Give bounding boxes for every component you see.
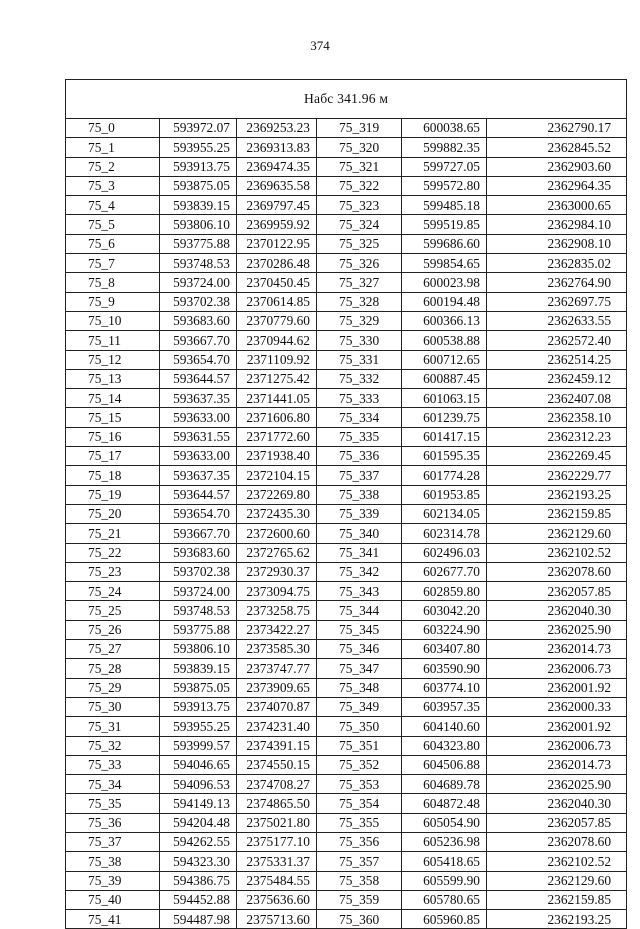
y-coordinate-cell: 2362269.45: [487, 447, 627, 466]
point-id-cell: 75_3: [66, 176, 160, 195]
point-id-cell: 75_14: [66, 389, 160, 408]
x-coordinate-cell: 593955.25: [160, 717, 237, 736]
x-coordinate-cell: 594046.65: [160, 755, 237, 774]
point-id-cell: 75_343: [317, 582, 402, 601]
x-coordinate-cell: 600038.65: [402, 119, 487, 138]
x-coordinate-cell: 593875.05: [160, 678, 237, 697]
point-id-cell: 75_38: [66, 852, 160, 871]
y-coordinate-cell: 2370450.45: [237, 273, 317, 292]
y-coordinate-cell: 2369253.23: [237, 119, 317, 138]
y-coordinate-cell: 2362078.60: [487, 832, 627, 851]
y-coordinate-cell: 2362903.60: [487, 157, 627, 176]
point-id-cell: 75_355: [317, 813, 402, 832]
x-coordinate-cell: 593724.00: [160, 582, 237, 601]
table-row: [66, 157, 627, 176]
y-coordinate-cell: 2362014.73: [487, 755, 627, 774]
point-id-cell: 75_41: [66, 910, 160, 929]
y-coordinate-cell: 2362229.77: [487, 466, 627, 485]
y-coordinate-cell: 2370614.85: [237, 292, 317, 311]
point-id-cell: 75_333: [317, 389, 402, 408]
y-coordinate-cell: 2373422.27: [237, 620, 317, 639]
point-id-cell: 75_338: [317, 485, 402, 504]
point-id-cell: 75_39: [66, 871, 160, 890]
point-id-cell: 75_336: [317, 447, 402, 466]
table-row: [66, 582, 627, 601]
y-coordinate-cell: 2362025.90: [487, 620, 627, 639]
x-coordinate-cell: 593839.15: [160, 659, 237, 678]
point-id-cell: 75_357: [317, 852, 402, 871]
table-row: [66, 524, 627, 543]
x-coordinate-cell: 594487.98: [160, 910, 237, 929]
y-coordinate-cell: 2369635.58: [237, 176, 317, 195]
x-coordinate-cell: 593683.60: [160, 543, 237, 562]
y-coordinate-cell: 2374865.50: [237, 794, 317, 813]
point-id-cell: 75_28: [66, 659, 160, 678]
point-id-cell: 75_353: [317, 775, 402, 794]
point-id-cell: 75_352: [317, 755, 402, 774]
x-coordinate-cell: 600194.48: [402, 292, 487, 311]
y-coordinate-cell: 2371606.80: [237, 408, 317, 427]
x-coordinate-cell: 599854.65: [402, 254, 487, 273]
x-coordinate-cell: 593972.07: [160, 119, 237, 138]
point-id-cell: 75_27: [66, 640, 160, 659]
x-coordinate-cell: 601063.15: [402, 389, 487, 408]
x-coordinate-cell: 605599.90: [402, 871, 487, 890]
point-id-cell: 75_9: [66, 292, 160, 311]
point-id-cell: 75_319: [317, 119, 402, 138]
x-coordinate-cell: 593644.57: [160, 485, 237, 504]
point-id-cell: 75_0: [66, 119, 160, 138]
x-coordinate-cell: 604872.48: [402, 794, 487, 813]
table-row: [66, 601, 627, 620]
x-coordinate-cell: 601774.28: [402, 466, 487, 485]
y-coordinate-cell: 2369474.35: [237, 157, 317, 176]
y-coordinate-cell: 2374550.15: [237, 755, 317, 774]
coordinates-table: [65, 79, 627, 929]
y-coordinate-cell: 2362407.08: [487, 389, 627, 408]
x-coordinate-cell: 593875.05: [160, 176, 237, 195]
x-coordinate-cell: 605418.65: [402, 852, 487, 871]
x-coordinate-cell: 593633.00: [160, 408, 237, 427]
table-row: [66, 832, 627, 851]
point-id-cell: 75_26: [66, 620, 160, 639]
y-coordinate-cell: 2370286.48: [237, 254, 317, 273]
y-coordinate-cell: 2374391.15: [237, 736, 317, 755]
point-id-cell: 75_7: [66, 254, 160, 273]
x-coordinate-cell: 593913.75: [160, 157, 237, 176]
point-id-cell: 75_12: [66, 350, 160, 369]
table-row: [66, 678, 627, 697]
y-coordinate-cell: 2371441.05: [237, 389, 317, 408]
point-id-cell: 75_31: [66, 717, 160, 736]
point-id-cell: 75_341: [317, 543, 402, 562]
point-id-cell: 75_354: [317, 794, 402, 813]
y-coordinate-cell: 2374070.87: [237, 697, 317, 716]
y-coordinate-cell: 2375021.80: [237, 813, 317, 832]
x-coordinate-cell: 593644.57: [160, 369, 237, 388]
x-coordinate-cell: 604140.60: [402, 717, 487, 736]
point-id-cell: 75_11: [66, 331, 160, 350]
y-coordinate-cell: 2362057.85: [487, 813, 627, 832]
x-coordinate-cell: 593702.38: [160, 562, 237, 581]
table-row: [66, 659, 627, 678]
x-coordinate-cell: 593999.57: [160, 736, 237, 755]
y-coordinate-cell: 2373585.30: [237, 640, 317, 659]
x-coordinate-cell: 593683.60: [160, 311, 237, 330]
point-id-cell: 75_340: [317, 524, 402, 543]
y-coordinate-cell: 2362764.90: [487, 273, 627, 292]
y-coordinate-cell: 2373258.75: [237, 601, 317, 620]
point-id-cell: 75_32: [66, 736, 160, 755]
x-coordinate-cell: 603957.35: [402, 697, 487, 716]
y-coordinate-cell: 2375636.60: [237, 890, 317, 909]
y-coordinate-cell: 2370779.60: [237, 311, 317, 330]
point-id-cell: 75_329: [317, 311, 402, 330]
point-id-cell: 75_358: [317, 871, 402, 890]
table-row: [66, 389, 627, 408]
point-id-cell: 75_20: [66, 504, 160, 523]
y-coordinate-cell: 2362078.60: [487, 562, 627, 581]
x-coordinate-cell: 599727.05: [402, 157, 487, 176]
y-coordinate-cell: 2370122.95: [237, 234, 317, 253]
y-coordinate-cell: 2375713.60: [237, 910, 317, 929]
y-coordinate-cell: 2362835.02: [487, 254, 627, 273]
point-id-cell: 75_36: [66, 813, 160, 832]
point-id-cell: 75_345: [317, 620, 402, 639]
x-coordinate-cell: 602314.78: [402, 524, 487, 543]
table-row: [66, 466, 627, 485]
table-row: [66, 620, 627, 639]
table-row: [66, 427, 627, 446]
table-row: [66, 910, 627, 929]
table-row: [66, 215, 627, 234]
y-coordinate-cell: 2362001.92: [487, 717, 627, 736]
point-id-cell: 75_29: [66, 678, 160, 697]
point-id-cell: 75_4: [66, 196, 160, 215]
x-coordinate-cell: 594096.53: [160, 775, 237, 794]
x-coordinate-cell: 599519.85: [402, 215, 487, 234]
point-id-cell: 75_1: [66, 138, 160, 157]
table-row: [66, 562, 627, 581]
table-row: [66, 369, 627, 388]
table-row: [66, 794, 627, 813]
x-coordinate-cell: 603407.80: [402, 640, 487, 659]
x-coordinate-cell: 604323.80: [402, 736, 487, 755]
table-row: [66, 813, 627, 832]
x-coordinate-cell: 593654.70: [160, 504, 237, 523]
point-id-cell: 75_24: [66, 582, 160, 601]
point-id-cell: 75_8: [66, 273, 160, 292]
x-coordinate-cell: 593806.10: [160, 215, 237, 234]
y-coordinate-cell: 2362459.12: [487, 369, 627, 388]
page-number: 374: [310, 38, 330, 53]
table-row: [66, 697, 627, 716]
point-id-cell: 75_346: [317, 640, 402, 659]
y-coordinate-cell: 2372269.80: [237, 485, 317, 504]
y-coordinate-cell: 2362102.52: [487, 543, 627, 562]
table-header: Набс 341.96 м: [66, 80, 627, 119]
y-coordinate-cell: 2362358.10: [487, 408, 627, 427]
x-coordinate-cell: 602677.70: [402, 562, 487, 581]
y-coordinate-cell: 2362697.75: [487, 292, 627, 311]
y-coordinate-cell: 2374231.40: [237, 717, 317, 736]
point-id-cell: 75_344: [317, 601, 402, 620]
y-coordinate-cell: 2362006.73: [487, 659, 627, 678]
x-coordinate-cell: 593724.00: [160, 273, 237, 292]
x-coordinate-cell: 599572.80: [402, 176, 487, 195]
x-coordinate-cell: 601239.75: [402, 408, 487, 427]
point-id-cell: 75_22: [66, 543, 160, 562]
table-row: [66, 331, 627, 350]
x-coordinate-cell: 593839.15: [160, 196, 237, 215]
point-id-cell: 75_13: [66, 369, 160, 388]
x-coordinate-cell: 600887.45: [402, 369, 487, 388]
point-id-cell: 75_324: [317, 215, 402, 234]
x-coordinate-cell: 593955.25: [160, 138, 237, 157]
point-id-cell: 75_16: [66, 427, 160, 446]
point-id-cell: 75_6: [66, 234, 160, 253]
point-id-cell: 75_349: [317, 697, 402, 716]
point-id-cell: 75_18: [66, 466, 160, 485]
x-coordinate-cell: 604506.88: [402, 755, 487, 774]
point-id-cell: 75_326: [317, 254, 402, 273]
point-id-cell: 75_339: [317, 504, 402, 523]
point-id-cell: 75_320: [317, 138, 402, 157]
x-coordinate-cell: 593913.75: [160, 697, 237, 716]
x-coordinate-cell: 604689.78: [402, 775, 487, 794]
y-coordinate-cell: 2373747.77: [237, 659, 317, 678]
x-coordinate-cell: 594386.75: [160, 871, 237, 890]
x-coordinate-cell: 594149.13: [160, 794, 237, 813]
point-id-cell: 75_37: [66, 832, 160, 851]
y-coordinate-cell: 2372104.15: [237, 466, 317, 485]
x-coordinate-cell: 593654.70: [160, 350, 237, 369]
table-row: [66, 176, 627, 195]
x-coordinate-cell: 600538.88: [402, 331, 487, 350]
x-coordinate-cell: 600712.65: [402, 350, 487, 369]
point-id-cell: 75_322: [317, 176, 402, 195]
table-row: [66, 234, 627, 253]
y-coordinate-cell: 2362040.30: [487, 601, 627, 620]
y-coordinate-cell: 2362572.40: [487, 331, 627, 350]
x-coordinate-cell: 605960.85: [402, 910, 487, 929]
table-row: [66, 485, 627, 504]
y-coordinate-cell: 2362984.10: [487, 215, 627, 234]
point-id-cell: 75_342: [317, 562, 402, 581]
x-coordinate-cell: 593667.70: [160, 331, 237, 350]
x-coordinate-cell: 600023.98: [402, 273, 487, 292]
point-id-cell: 75_348: [317, 678, 402, 697]
y-coordinate-cell: 2363000.65: [487, 196, 627, 215]
y-coordinate-cell: 2374708.27: [237, 775, 317, 794]
point-id-cell: 75_2: [66, 157, 160, 176]
point-id-cell: 75_40: [66, 890, 160, 909]
y-coordinate-cell: 2371938.40: [237, 447, 317, 466]
point-id-cell: 75_325: [317, 234, 402, 253]
x-coordinate-cell: 603224.90: [402, 620, 487, 639]
y-coordinate-cell: 2362312.23: [487, 427, 627, 446]
x-coordinate-cell: 599686.60: [402, 234, 487, 253]
table-row: [66, 273, 627, 292]
y-coordinate-cell: 2369797.45: [237, 196, 317, 215]
y-coordinate-cell: 2372435.30: [237, 504, 317, 523]
table-row: [66, 196, 627, 215]
x-coordinate-cell: 593748.53: [160, 601, 237, 620]
x-coordinate-cell: 605780.65: [402, 890, 487, 909]
y-coordinate-cell: 2370944.62: [237, 331, 317, 350]
point-id-cell: 75_350: [317, 717, 402, 736]
table-row: [66, 736, 627, 755]
point-id-cell: 75_25: [66, 601, 160, 620]
x-coordinate-cell: 602134.05: [402, 504, 487, 523]
point-id-cell: 75_327: [317, 273, 402, 292]
x-coordinate-cell: 600366.13: [402, 311, 487, 330]
point-id-cell: 75_351: [317, 736, 402, 755]
y-coordinate-cell: 2371109.92: [237, 350, 317, 369]
table-row: [66, 311, 627, 330]
table-row: [66, 852, 627, 871]
y-coordinate-cell: 2371275.42: [237, 369, 317, 388]
table-row: [66, 254, 627, 273]
table-row: [66, 292, 627, 311]
x-coordinate-cell: 599485.18: [402, 196, 487, 215]
table-row: [66, 447, 627, 466]
y-coordinate-cell: 2373094.75: [237, 582, 317, 601]
x-coordinate-cell: 594262.55: [160, 832, 237, 851]
x-coordinate-cell: 603590.90: [402, 659, 487, 678]
y-coordinate-cell: 2362193.25: [487, 485, 627, 504]
y-coordinate-cell: 2362633.55: [487, 311, 627, 330]
y-coordinate-cell: 2375331.37: [237, 852, 317, 871]
point-id-cell: 75_335: [317, 427, 402, 446]
point-id-cell: 75_5: [66, 215, 160, 234]
x-coordinate-cell: 593775.88: [160, 620, 237, 639]
table-row: [66, 717, 627, 736]
table-row: [66, 775, 627, 794]
point-id-cell: 75_30: [66, 697, 160, 716]
y-coordinate-cell: 2375484.55: [237, 871, 317, 890]
y-coordinate-cell: 2362102.52: [487, 852, 627, 871]
x-coordinate-cell: 602859.80: [402, 582, 487, 601]
x-coordinate-cell: 605054.90: [402, 813, 487, 832]
y-coordinate-cell: 2362014.73: [487, 640, 627, 659]
table-row: [66, 543, 627, 562]
point-id-cell: 75_337: [317, 466, 402, 485]
table-row: [66, 890, 627, 909]
point-id-cell: 75_359: [317, 890, 402, 909]
x-coordinate-cell: 601417.15: [402, 427, 487, 446]
point-id-cell: 75_17: [66, 447, 160, 466]
point-id-cell: 75_323: [317, 196, 402, 215]
point-id-cell: 75_330: [317, 331, 402, 350]
y-coordinate-cell: 2362159.85: [487, 504, 627, 523]
y-coordinate-cell: 2362001.92: [487, 678, 627, 697]
x-coordinate-cell: 593631.55: [160, 427, 237, 446]
y-coordinate-cell: 2371772.60: [237, 427, 317, 446]
y-coordinate-cell: 2362514.25: [487, 350, 627, 369]
point-id-cell: 75_21: [66, 524, 160, 543]
y-coordinate-cell: 2362845.52: [487, 138, 627, 157]
x-coordinate-cell: 601595.35: [402, 447, 487, 466]
y-coordinate-cell: 2362057.85: [487, 582, 627, 601]
table-row: [66, 640, 627, 659]
y-coordinate-cell: 2362790.17: [487, 119, 627, 138]
y-coordinate-cell: 2362040.30: [487, 794, 627, 813]
x-coordinate-cell: 603774.10: [402, 678, 487, 697]
y-coordinate-cell: 2375177.10: [237, 832, 317, 851]
x-coordinate-cell: 594452.88: [160, 890, 237, 909]
y-coordinate-cell: 2362964.35: [487, 176, 627, 195]
y-coordinate-cell: 2372765.62: [237, 543, 317, 562]
y-coordinate-cell: 2362129.60: [487, 524, 627, 543]
y-coordinate-cell: 2362908.10: [487, 234, 627, 253]
x-coordinate-cell: 603042.20: [402, 601, 487, 620]
x-coordinate-cell: 594323.30: [160, 852, 237, 871]
point-id-cell: 75_10: [66, 311, 160, 330]
point-id-cell: 75_321: [317, 157, 402, 176]
x-coordinate-cell: 601953.85: [402, 485, 487, 504]
x-coordinate-cell: 593637.35: [160, 389, 237, 408]
x-coordinate-cell: 599882.35: [402, 138, 487, 157]
x-coordinate-cell: 594204.48: [160, 813, 237, 832]
x-coordinate-cell: 593633.00: [160, 447, 237, 466]
point-id-cell: 75_331: [317, 350, 402, 369]
point-id-cell: 75_360: [317, 910, 402, 929]
y-coordinate-cell: 2362006.73: [487, 736, 627, 755]
point-id-cell: 75_23: [66, 562, 160, 581]
point-id-cell: 75_356: [317, 832, 402, 851]
point-id-cell: 75_15: [66, 408, 160, 427]
x-coordinate-cell: 593667.70: [160, 524, 237, 543]
table-row: [66, 755, 627, 774]
y-coordinate-cell: 2362000.33: [487, 697, 627, 716]
x-coordinate-cell: 593637.35: [160, 466, 237, 485]
x-coordinate-cell: 605236.98: [402, 832, 487, 851]
y-coordinate-cell: 2372930.37: [237, 562, 317, 581]
table-row: [66, 350, 627, 369]
x-coordinate-cell: 593775.88: [160, 234, 237, 253]
table-row: [66, 119, 627, 138]
point-id-cell: 75_35: [66, 794, 160, 813]
x-coordinate-cell: 593806.10: [160, 640, 237, 659]
point-id-cell: 75_19: [66, 485, 160, 504]
x-coordinate-cell: 593702.38: [160, 292, 237, 311]
x-coordinate-cell: 602496.03: [402, 543, 487, 562]
point-id-cell: 75_34: [66, 775, 160, 794]
y-coordinate-cell: 2362159.85: [487, 890, 627, 909]
y-coordinate-cell: 2372600.60: [237, 524, 317, 543]
x-coordinate-cell: 593748.53: [160, 254, 237, 273]
point-id-cell: 75_332: [317, 369, 402, 388]
point-id-cell: 75_347: [317, 659, 402, 678]
y-coordinate-cell: 2369959.92: [237, 215, 317, 234]
y-coordinate-cell: 2373909.65: [237, 678, 317, 697]
table-row: [66, 408, 627, 427]
table-row: [66, 138, 627, 157]
y-coordinate-cell: 2369313.83: [237, 138, 317, 157]
table-header-row: [66, 80, 627, 119]
y-coordinate-cell: 2362193.25: [487, 910, 627, 929]
point-id-cell: 75_33: [66, 755, 160, 774]
table-row: [66, 871, 627, 890]
y-coordinate-cell: 2362025.90: [487, 775, 627, 794]
y-coordinate-cell: 2362129.60: [487, 871, 627, 890]
point-id-cell: 75_334: [317, 408, 402, 427]
point-id-cell: 75_328: [317, 292, 402, 311]
table-row: [66, 504, 627, 523]
